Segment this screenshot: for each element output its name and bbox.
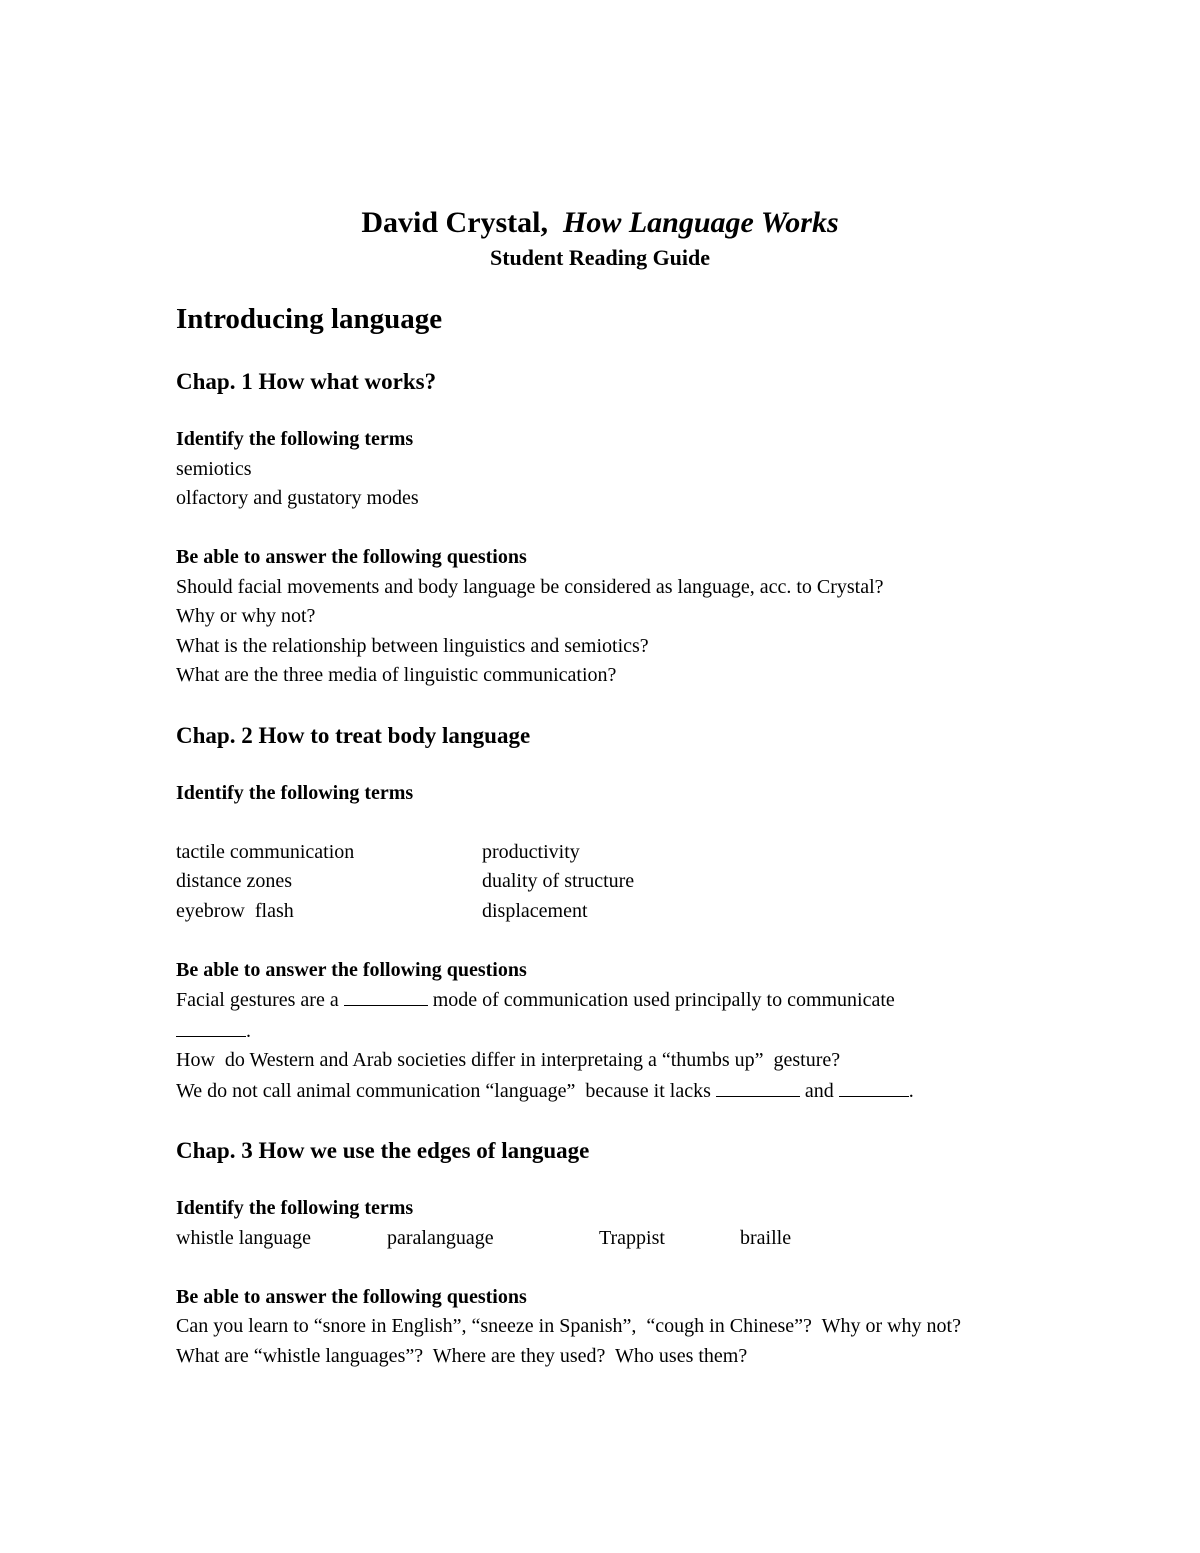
term-item: whistle language xyxy=(176,1226,311,1249)
answer-blank xyxy=(176,1016,246,1037)
term-item: semiotics xyxy=(176,457,252,480)
question-text: . xyxy=(246,1019,251,1042)
question-item xyxy=(176,1016,1036,1047)
terms-heading: Identify the following terms xyxy=(176,781,414,804)
terms-row xyxy=(176,1224,1036,1254)
author-name: David Crystal, xyxy=(361,206,549,239)
question-item xyxy=(176,1076,1036,1107)
term-item: distance zones xyxy=(176,870,293,892)
chapter-1 xyxy=(176,367,1036,721)
question-item: Why or why not? xyxy=(176,605,316,627)
term-item: displacement xyxy=(482,899,588,922)
question-text: mode of communication used principally to communicate xyxy=(427,989,895,1011)
term-item: duality of structure xyxy=(482,870,635,892)
guide-content xyxy=(176,297,1036,1371)
question-item: How do Western and Arab societies differ in interpretaing a “thumbs up” gesture? xyxy=(176,1049,841,1071)
terms-heading: Identify the following terms xyxy=(176,428,414,450)
question-text: . xyxy=(908,1079,914,1102)
answer-blank xyxy=(716,1076,800,1097)
question-item: What are “whistle languages”? Where are they used? Who uses them? xyxy=(176,1344,748,1367)
term-item: braille xyxy=(740,1226,792,1249)
term-item: olfactory and gustatory modes xyxy=(176,487,419,509)
question-item: What are the three media of linguistic communication? xyxy=(176,664,617,686)
chapter-title: Chap. 3 How we use the edges of language xyxy=(176,1138,590,1163)
title-block xyxy=(0,203,1200,273)
chapter-title: Chap. 2 How to treat body language xyxy=(176,722,531,748)
questions-heading: Be able to answer the following questions xyxy=(176,1285,527,1308)
term-item: eyebrow flash xyxy=(176,899,294,922)
question-item: Should facial movements and body language be considered as language, acc. to Crystal? xyxy=(176,575,884,598)
answer-blank xyxy=(839,1076,909,1097)
question-text: Facial gestures are a xyxy=(176,989,344,1011)
question-text: We do not call animal communication “language” because it lacks xyxy=(176,1079,716,1102)
chapter-3 xyxy=(176,1136,1036,1371)
terms-grid xyxy=(176,838,1036,927)
question-item xyxy=(176,985,1036,1016)
document-title xyxy=(0,203,1200,243)
answer-blank xyxy=(344,985,428,1006)
document-subtitle: Student Reading Guide xyxy=(489,245,711,270)
questions-heading: Be able to answer the following questions xyxy=(176,546,527,568)
question-text: and xyxy=(799,1079,839,1102)
part-heading: Introducing language xyxy=(176,303,443,335)
book-title: How Language Works xyxy=(563,206,839,239)
question-item: What is the relationship between linguistics and semiotics? xyxy=(176,634,649,657)
term-item: tactile communication xyxy=(176,840,355,863)
terms-heading: Identify the following terms xyxy=(176,1197,414,1219)
term-item: paralanguage xyxy=(387,1226,494,1249)
question-item: Can you learn to “snore in English”, “sneeze in Spanish”, “cough in Chinese”? Why or why not? xyxy=(176,1315,961,1337)
chapter-title: Chap. 1 How what works? xyxy=(176,369,437,394)
term-item: productivity xyxy=(482,840,580,863)
chapter-2 xyxy=(176,721,1036,1137)
term-item: Trappist xyxy=(599,1226,665,1249)
questions-heading: Be able to answer the following questions xyxy=(176,958,527,981)
